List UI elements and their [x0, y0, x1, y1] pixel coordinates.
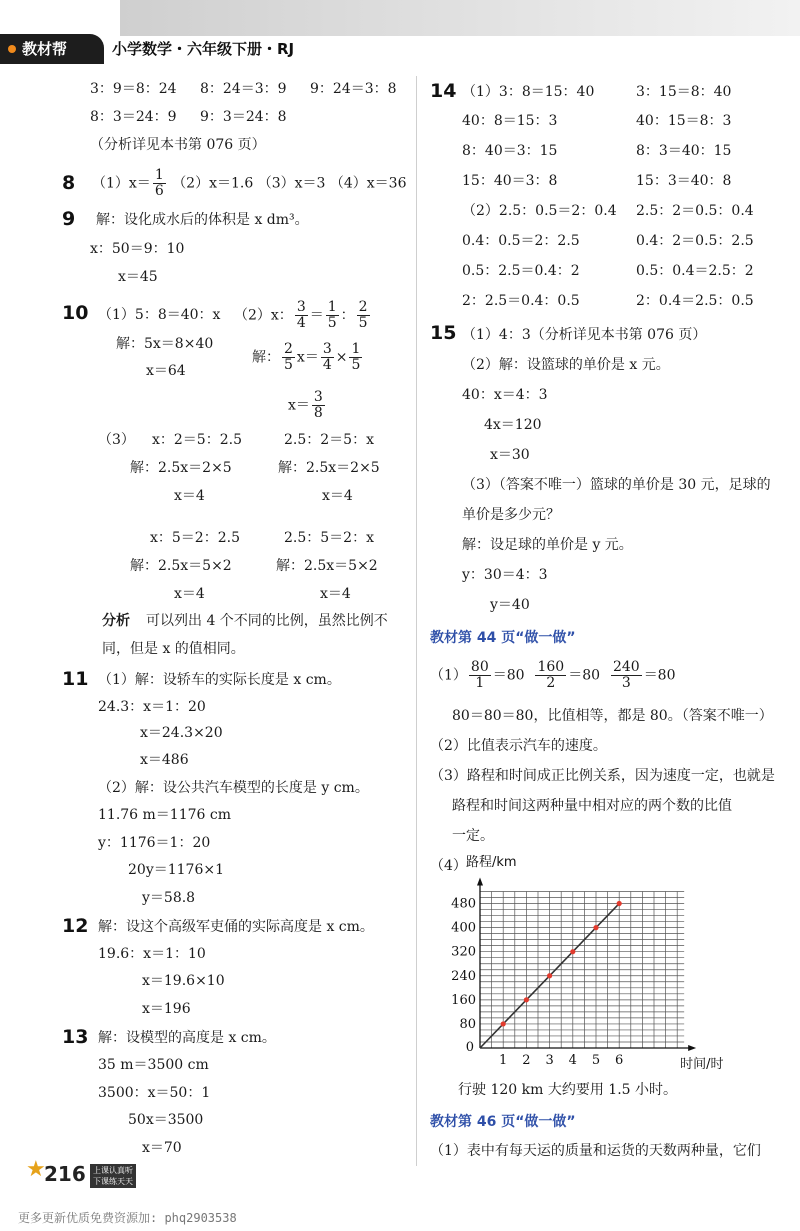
- solution-line: 解：2.5x＝5×2: [130, 558, 232, 574]
- solution-line: 2.5：2＝5：x: [284, 432, 374, 448]
- fraction: $\frac{2}{5}$: [358, 299, 368, 331]
- solution-line: （3）: [98, 432, 135, 448]
- solution-line: （1）5：8＝40：x: [98, 307, 221, 323]
- footer-tag: [90, 1164, 136, 1188]
- solution-line: 2.5：5＝2：x: [284, 530, 374, 546]
- solution-line: 解：设足球的单价是 y 元。: [462, 537, 633, 553]
- solution-line: 单价是多少元？: [462, 507, 560, 523]
- solution-line: x＝64: [146, 363, 186, 379]
- ratio-line: （1）3：8＝15：40: [462, 84, 595, 100]
- fraction: $\frac{3}{4}$: [322, 341, 332, 373]
- question-number: 10: [62, 302, 89, 324]
- ratio-line: （2）2.5：0.5＝2：0.4: [462, 203, 617, 219]
- q10-part2: （2）x： $\frac{3}{4}$ ＝ $\frac{1}{5}$ ： $\frac{2}{5}$: [234, 299, 368, 331]
- solution-line: 80＝80＝80，比值相等，都是 80。（答案不唯一）: [452, 708, 773, 724]
- solution-line: x：5＝2：2.5: [150, 530, 240, 546]
- ratio-line: 8：24＝3：9: [200, 81, 287, 97]
- solution-line: y＝40: [490, 597, 530, 613]
- x-tick-label: 4: [568, 1053, 577, 1068]
- solution-line: 4x＝120: [484, 417, 542, 433]
- ratio-line: 2.5：2＝0.5：0.4: [636, 203, 754, 219]
- x-tick-label: 3: [545, 1053, 554, 1068]
- data-point: [593, 925, 598, 930]
- y-tick-label: 400: [451, 920, 476, 936]
- solution-line: 40：x＝4：3: [462, 387, 548, 403]
- section-heading: 教材第 46 页“做一做”: [430, 1114, 576, 1130]
- solution-line: x＝24.3×20: [140, 725, 223, 741]
- y-tick-label: 480: [451, 896, 476, 912]
- solution-line: y：1176＝1：20: [98, 835, 211, 851]
- ratio-line: 2：0.4＝2.5：0.5: [636, 293, 754, 309]
- analysis-text: 可以列出 4 个不同的比例，虽然比例不: [146, 613, 388, 629]
- data-point: [617, 901, 622, 906]
- solution-line: x：2＝5：2.5: [152, 432, 242, 448]
- column-divider: [416, 76, 417, 1166]
- ratio-line: 0.4：0.5＝2：2.5: [462, 233, 580, 249]
- question-number: 15: [430, 322, 457, 344]
- fraction: $\frac{160}{2}$: [537, 659, 565, 691]
- question-number: 12: [62, 915, 89, 937]
- solution-line: 解：设模型的高度是 x cm。: [98, 1030, 276, 1046]
- x-tick-label: 6: [615, 1053, 624, 1068]
- solution-line: （3）（答案不唯一）篮球的单价是 30 元，足球的: [462, 477, 771, 493]
- q10-part2-result: x＝ $\frac{3}{8}$: [288, 389, 323, 421]
- ratio-line: 3：15＝8：40: [636, 84, 732, 100]
- solution-line: x＝45: [118, 269, 158, 285]
- data-point: [524, 997, 529, 1002]
- data-point: [501, 1021, 506, 1026]
- ratio-line: 0.5：2.5＝0.4：2: [462, 263, 580, 279]
- solution-line: 解：设这个高级军吏俑的实际高度是 x cm。: [98, 919, 374, 935]
- solution-line: 一定。: [452, 828, 494, 844]
- y-tick-label: 80: [459, 1016, 476, 1032]
- solution-line: 35 m＝3500 cm: [98, 1057, 209, 1073]
- x-axis-label: 时间/时: [680, 1057, 724, 1072]
- analysis-ref: （分析详见本书第 076 页）: [90, 137, 266, 153]
- q8-answer: （1）x＝ $\frac{1}{6}$ （2）x＝1.6 （3）x＝3 （4）x＝36: [92, 167, 407, 199]
- solution-line: y：30＝4：3: [462, 567, 548, 583]
- x-tick-label: 1: [499, 1053, 508, 1068]
- solution-line: （2）解：设公共汽车模型的长度是 y cm。: [98, 780, 369, 796]
- y-axis-arrow: [477, 877, 483, 885]
- star-icon: ★: [26, 1157, 46, 1182]
- solution-line: （1）4：3（分析详见本书第 076 页）: [462, 327, 707, 343]
- ratio-line: 0.4：2＝0.5：2.5: [636, 233, 754, 249]
- header-decor: [120, 0, 800, 36]
- solution-line: 3500：x＝50：1: [98, 1085, 211, 1101]
- question-number: 14: [430, 80, 457, 102]
- solution-line: 解：2.5x＝2×5: [278, 460, 380, 476]
- fraction: $\frac{3}{8}$: [313, 389, 323, 421]
- solution-line: x＝4: [322, 488, 353, 504]
- question-number: 13: [62, 1026, 89, 1048]
- solution-line: 解：2.5x＝5×2: [276, 558, 378, 574]
- watermark: 更多更新优质免费资源加: phq2903538: [18, 1211, 237, 1225]
- solution-line: （2）比值表示汽车的速度。: [430, 738, 607, 754]
- data-point: [570, 949, 575, 954]
- header-badge: 教材帮: [0, 34, 104, 64]
- analysis-text: 同，但是 x 的值相同。: [102, 641, 245, 657]
- section-heading: 教材第 44 页“做一做”: [430, 630, 576, 646]
- y-axis-label: 路程/km: [466, 855, 517, 870]
- page-number: 216: [44, 1162, 86, 1186]
- book-title: 小学数学・六年级下册・RJ: [112, 40, 295, 58]
- ratio-line: 40：8＝15：3: [462, 113, 558, 129]
- fraction: $\frac{3}{4}$: [296, 299, 306, 331]
- fraction: $\frac{1}{5}$: [351, 341, 361, 373]
- solution-line: （1）解：设轿车的实际长度是 x cm。: [98, 672, 341, 688]
- solution-line: x＝486: [140, 752, 189, 768]
- ratio-line: 3：9＝8：24: [90, 81, 177, 97]
- solution-line: （2）解：设篮球的单价是 x 元。: [462, 357, 670, 373]
- distance-time-chart: [440, 852, 724, 1072]
- solution-line: x＝4: [320, 586, 351, 602]
- x-tick-label: 5: [591, 1053, 601, 1068]
- solution-line: （4）: [430, 858, 467, 874]
- ratio-line: 8：3＝40：15: [636, 143, 732, 159]
- origin-label: 0: [465, 1040, 474, 1055]
- solution-line: 20y＝1176×1: [128, 862, 224, 878]
- solution-line: 路程和时间这两种量中相对应的两个数的比值: [452, 798, 732, 814]
- solution-line: （1）表中有每天运的质量和运货的天数两种量，它们: [430, 1143, 761, 1159]
- solution-line: 解：5x＝8×40: [116, 336, 214, 352]
- question-number: 11: [62, 668, 89, 690]
- question-number: 9: [62, 208, 76, 230]
- ratio-line: 0.5：0.4＝2.5：2: [636, 263, 754, 279]
- y-tick-label: 160: [451, 992, 476, 1008]
- y-tick-label: 320: [451, 944, 476, 960]
- solution-line: x＝4: [174, 586, 205, 602]
- solution-line: x＝30: [490, 447, 530, 463]
- footer-tag-line: 上课认真听: [93, 1166, 133, 1175]
- ratio-line: 2：2.5＝0.4：0.5: [462, 293, 580, 309]
- solution-line: 解：2.5x＝2×5: [130, 460, 232, 476]
- ratio-line: 8：40＝3：15: [462, 143, 558, 159]
- ratio-line: 15：40＝3：8: [462, 173, 558, 189]
- solution-line: 11.76 m＝1176 cm: [98, 807, 231, 823]
- solution-line: x：50＝9：10: [90, 241, 185, 257]
- solution-line: （3）路程和时间成正比例关系，因为速度一定，也就是: [430, 768, 775, 784]
- solution-line: 24.3：x＝1：20: [98, 699, 206, 715]
- solution-line: x＝19.6×10: [142, 973, 225, 989]
- solution-line: x＝70: [142, 1140, 182, 1156]
- solution-line: 解：设化成水后的体积是 x dm³。: [96, 212, 309, 228]
- solution-line: 50x＝3500: [128, 1112, 204, 1128]
- fraction: $\frac{2}{5}$: [284, 341, 293, 373]
- x-axis-arrow: [688, 1045, 696, 1051]
- ratio-line: 9：3＝24：8: [200, 109, 287, 125]
- analysis-label: 分析: [102, 613, 130, 629]
- fraction: $\frac{240}{3}$: [612, 659, 640, 691]
- solution-line: 行驶 120 km 大约要用 1.5 小时。: [458, 1082, 677, 1098]
- ratio-line: 8：3＝24：9: [90, 109, 177, 125]
- q-doit-1: （1） $\frac{80}{1}$ ＝80 $\frac{160}{2}$ ＝80 $\frac{240}{3}$ ＝80: [430, 659, 676, 691]
- ratio-line: 40：15＝8：3: [636, 113, 732, 129]
- data-point: [547, 973, 552, 978]
- q10-part2-solve: 解： $\frac{2}{5}$ x＝ $\frac{3}{4}$ × $\frac{1}{5}$: [252, 341, 361, 373]
- ratio-line: 9：24＝3：8: [310, 81, 397, 97]
- ratio-line: 15：3＝40：8: [636, 173, 732, 189]
- footer-tag-line: 下课练天天: [93, 1177, 133, 1186]
- solution-line: 19.6：x＝1：10: [98, 946, 206, 962]
- y-tick-label: 240: [451, 968, 476, 984]
- solution-line: x＝4: [174, 488, 205, 504]
- x-tick-label: 2: [522, 1053, 531, 1068]
- fraction: $\frac{80}{1}$: [470, 659, 489, 691]
- question-number: 8: [62, 172, 76, 194]
- fraction: $\frac{1}{5}$: [327, 299, 337, 331]
- solution-line: x＝196: [142, 1001, 191, 1017]
- solution-line: y＝58.8: [142, 890, 196, 906]
- fraction: $\frac{1}{6}$: [154, 167, 164, 199]
